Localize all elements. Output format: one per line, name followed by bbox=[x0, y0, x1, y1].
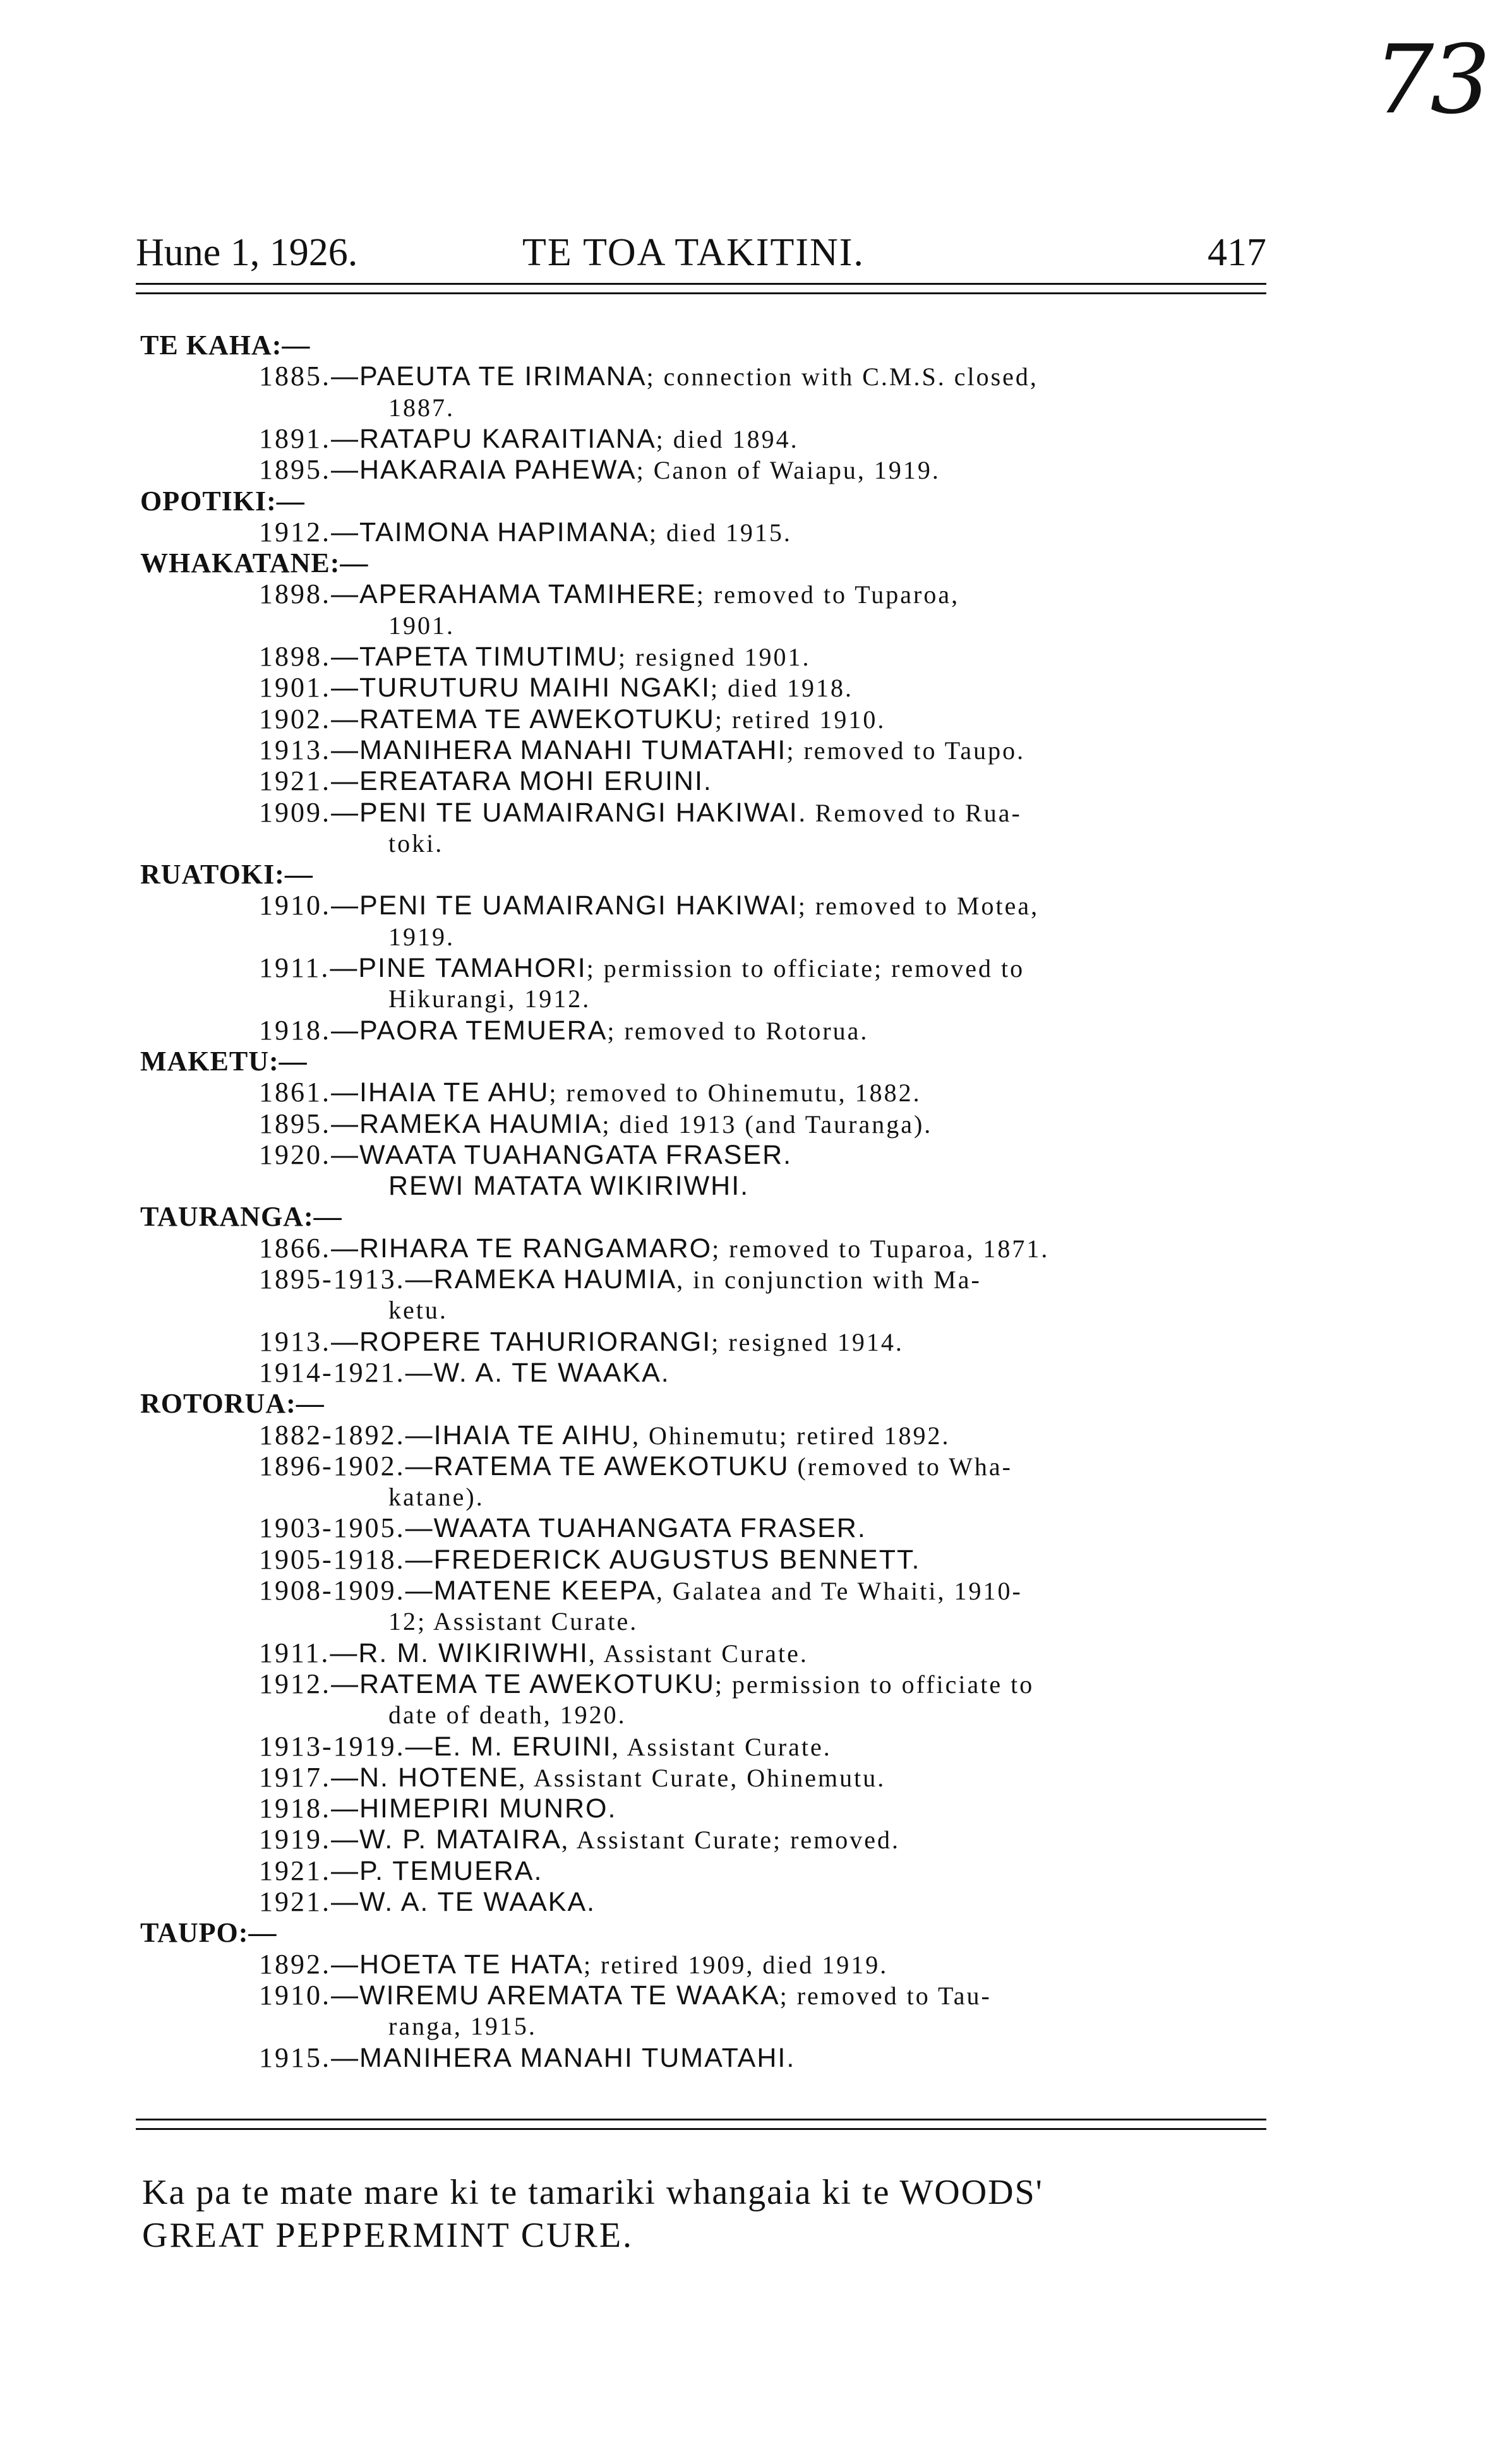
register-entry bbox=[259, 1356, 670, 1388]
entry-name: —EREATARA MOHI ERUINI. bbox=[331, 766, 712, 797]
entry-year: 1861. bbox=[259, 1077, 331, 1108]
entry-name: —RATEMA TE AWEKOTUKU bbox=[405, 1450, 789, 1481]
entry-year: 1903-1905. bbox=[259, 1512, 405, 1544]
entry-continuation: 1901. bbox=[388, 611, 455, 640]
section-heading: WHAKATANE:— bbox=[140, 547, 369, 579]
entry-year: 1885. bbox=[259, 361, 331, 392]
entry-continuation: Hikurangi, 1912. bbox=[388, 984, 591, 1014]
entry-name: —PINE TAMAHORI bbox=[330, 953, 587, 983]
entry-year: 1912. bbox=[259, 1668, 331, 1699]
entry-detail: ; Canon of Waiapu, 1919. bbox=[636, 456, 940, 485]
entry-name: —W. A. TE WAAKA. bbox=[331, 1887, 596, 1917]
entry-detail: ; permission to officiate to bbox=[714, 1670, 1035, 1699]
entry-year: 1919. bbox=[259, 1824, 331, 1855]
entry-detail: (removed to Wha- bbox=[789, 1452, 1012, 1481]
entry-name: —PENI TE UAMAIRANGI HAKIWAI. bbox=[331, 797, 807, 828]
section-heading: ROTORUA:— bbox=[140, 1388, 325, 1420]
entry-name: —RATEMA TE AWEKOTUKU bbox=[331, 703, 715, 734]
issue-date: Hune 1, 1926. bbox=[136, 231, 358, 274]
entry-detail: ; retired 1909, died 1919. bbox=[583, 1950, 889, 1979]
entry-year: 1902. bbox=[259, 703, 331, 734]
entry-year: 1911. bbox=[259, 952, 330, 983]
entry-detail: ; retired 1910. bbox=[714, 705, 886, 734]
entry-detail: , Galatea and Te Whaiti, 1910- bbox=[656, 1577, 1023, 1605]
entry-name: —FREDERICK AUGUSTUS BENNETT. bbox=[405, 1544, 921, 1575]
entry-detail: , Assistant Curate; removed. bbox=[561, 1826, 901, 1855]
entry-detail: ; died 1915. bbox=[649, 518, 792, 547]
register-entry bbox=[259, 1670, 1034, 1699]
entry-name: —IHAIA TE AHU bbox=[331, 1077, 549, 1108]
entry-detail: ; resigned 1914. bbox=[711, 1327, 904, 1356]
advert-line-1: Ka pa te mate mare ki te tamariki whangaia ki te WOODS' bbox=[142, 2173, 1043, 2212]
entry-name: —RAMEKA HAUMIA bbox=[405, 1264, 677, 1295]
section-heading: RUATOKI:— bbox=[140, 859, 313, 890]
entry-name: —IHAIA TE AIHU bbox=[405, 1420, 633, 1450]
entry-continuation: 12; Assistant Curate. bbox=[388, 1607, 639, 1636]
entry-name: —WIREMU AREMATA TE WAAKA bbox=[331, 1980, 780, 2011]
entry-continuation: ketu. bbox=[388, 1296, 448, 1325]
entry-year: 1895. bbox=[259, 454, 331, 486]
entry-year: 1905-1918. bbox=[259, 1543, 405, 1575]
entry-name: —MANIHERA MANAHI TUMATAHI bbox=[331, 734, 787, 765]
entry-detail: , Assistant Curate. bbox=[588, 1639, 808, 1668]
register-entry bbox=[259, 767, 712, 795]
register-entry bbox=[259, 1639, 808, 1668]
entry-detail: ; removed to Tuparoa, 1871. bbox=[712, 1234, 1050, 1263]
entry-year: 1914-1921. bbox=[259, 1356, 405, 1388]
entry-name: —PAORA TEMUERA bbox=[331, 1015, 608, 1046]
entry-detail: , Assistant Curate, Ohinemutu. bbox=[519, 1763, 886, 1792]
register-entry bbox=[259, 1514, 867, 1542]
entry-year: 1913. bbox=[259, 734, 331, 765]
register-entry bbox=[259, 1979, 992, 2011]
register-entry bbox=[259, 1948, 889, 1980]
entry-continuation: date of death, 1920. bbox=[388, 1701, 627, 1730]
register-entry bbox=[259, 1826, 900, 1854]
register-entry bbox=[259, 796, 1022, 828]
entry-detail: ; permission to officiate; removed to bbox=[586, 954, 1025, 983]
register-entry bbox=[259, 892, 1039, 920]
handwritten-page-mark: 73 bbox=[1374, 25, 1487, 135]
register-entry bbox=[259, 1452, 1012, 1481]
register-entry bbox=[259, 1265, 981, 1294]
entry-detail: ; died 1913 (and Tauranga). bbox=[602, 1109, 933, 1139]
entry-year: 1898. bbox=[259, 578, 331, 610]
entry-year: 1910. bbox=[259, 890, 331, 921]
entry-year: 1920. bbox=[259, 1139, 331, 1170]
entry-year: 1913-1919. bbox=[259, 1730, 405, 1762]
entry-name: —R. M. WIKIRIWHI bbox=[330, 1637, 589, 1668]
register-entry bbox=[259, 422, 799, 454]
entry-detail: ; connection with C.M.S. closed, bbox=[646, 362, 1038, 392]
entry-year: 1913. bbox=[259, 1325, 331, 1357]
entry-year: 1918. bbox=[259, 1014, 331, 1046]
entry-detail: ; removed to Taupo. bbox=[786, 736, 1026, 765]
register-entry bbox=[259, 580, 959, 609]
entry-name: —HIMEPIRI MUNRO. bbox=[331, 1793, 617, 1824]
section-heading: OPOTIKI:— bbox=[140, 485, 305, 517]
entry-name: —TAPETA TIMUTIMU bbox=[331, 642, 618, 672]
entry-name: —W. P. MATAIRA bbox=[331, 1824, 561, 1855]
entry-name: —WAATA TUAHANGATA FRASER. bbox=[331, 1139, 793, 1170]
entry-continuation: toki. bbox=[388, 828, 444, 858]
entry-year: 1921. bbox=[259, 765, 331, 797]
entry-year: 1898. bbox=[259, 641, 331, 672]
entry-name: —ROPERE TAHURIORANGI bbox=[331, 1326, 712, 1357]
entry-name: —RATEMA TE AWEKOTUKU bbox=[331, 1668, 715, 1699]
register-entry bbox=[259, 1857, 543, 1885]
entry-continuation-name: REWI MATATA WIKIRIWHI. bbox=[388, 1171, 750, 1202]
register-entry bbox=[259, 1014, 869, 1046]
entry-year: 1915. bbox=[259, 2042, 331, 2073]
entry-year: 1866. bbox=[259, 1232, 331, 1264]
register-entry bbox=[259, 1888, 596, 1916]
entry-name: —RIHARA TE RANGAMARO bbox=[331, 1233, 712, 1264]
entry-detail: ; removed to Motea, bbox=[798, 892, 1040, 921]
entry-year: 1911. bbox=[259, 1637, 330, 1668]
entry-detail: , in conjunction with Ma- bbox=[676, 1265, 981, 1294]
register-entry bbox=[259, 1232, 1050, 1264]
register-entry bbox=[259, 736, 1025, 765]
footer-rule bbox=[136, 2119, 1266, 2130]
register-entry bbox=[259, 705, 885, 734]
register-entry bbox=[259, 2044, 795, 2072]
entry-name: —E. M. ERUINI bbox=[405, 1731, 612, 1762]
entry-name: —P. TEMUERA. bbox=[331, 1855, 543, 1886]
register-entry bbox=[259, 1325, 904, 1357]
entry-name: —MANIHERA MANAHI TUMATAHI. bbox=[331, 2042, 796, 2073]
entry-continuation: 1919. bbox=[388, 922, 455, 951]
entry-year: 1918. bbox=[259, 1793, 331, 1824]
register-entry bbox=[259, 362, 1038, 391]
entry-continuation: katane). bbox=[388, 1483, 484, 1512]
entry-name: —PENI TE UAMAIRANGI HAKIWAI bbox=[331, 890, 798, 921]
entry-year: 1901. bbox=[259, 672, 331, 703]
register-entry bbox=[259, 674, 853, 702]
entry-year: 1921. bbox=[259, 1886, 331, 1917]
entry-name: —MATENE KEEPA bbox=[405, 1576, 656, 1606]
entry-detail: ; removed to Tuparoa, bbox=[696, 580, 960, 609]
register-entry bbox=[259, 1730, 832, 1762]
entry-detail: Removed to Rua- bbox=[807, 798, 1022, 827]
entry-year: 1895. bbox=[259, 1108, 331, 1139]
entry-continuation: ranga, 1915. bbox=[388, 2012, 537, 2041]
entry-name: —HAKARAIA PAHEWA bbox=[331, 455, 637, 486]
publication-title: TE TOA TAKITINI. bbox=[522, 231, 865, 274]
register-entry bbox=[259, 1543, 921, 1575]
register-entry bbox=[259, 1110, 932, 1139]
entry-name: —W. A. TE WAAKA. bbox=[405, 1357, 670, 1388]
register-entry bbox=[259, 643, 810, 671]
entry-detail: ; resigned 1901. bbox=[618, 643, 811, 671]
register-entry bbox=[259, 1795, 616, 1822]
register-entry bbox=[259, 1577, 1023, 1605]
entry-year: 1895-1913. bbox=[259, 1264, 405, 1295]
section-heading: TE KAHA:— bbox=[140, 330, 311, 361]
entry-year: 1882-1892. bbox=[259, 1419, 405, 1450]
entry-detail: , Assistant Curate. bbox=[611, 1732, 832, 1761]
entry-detail: ; removed to Tau- bbox=[779, 1981, 992, 2010]
entry-detail: ; died 1894. bbox=[656, 424, 799, 453]
entry-name: —WAATA TUAHANGATA FRASER. bbox=[405, 1513, 867, 1544]
section-heading: TAUPO:— bbox=[140, 1917, 277, 1949]
entry-year: 1892. bbox=[259, 1948, 331, 1980]
entry-name: —RAMEKA HAUMIA bbox=[331, 1108, 603, 1139]
entry-year: 1909. bbox=[259, 796, 331, 828]
register-entry bbox=[259, 518, 792, 547]
page-number: 417 bbox=[1208, 231, 1266, 274]
register-entry bbox=[259, 954, 1024, 983]
register-entry bbox=[259, 1421, 951, 1450]
entry-detail: ; died 1918. bbox=[711, 674, 853, 703]
entry-year: 1896-1902. bbox=[259, 1450, 405, 1481]
entry-name: —HOETA TE HATA bbox=[331, 1949, 584, 1980]
entry-year: 1908-1909. bbox=[259, 1575, 405, 1606]
entry-year: 1912. bbox=[259, 516, 331, 547]
entry-year: 1917. bbox=[259, 1761, 331, 1793]
section-heading: MAKETU:— bbox=[140, 1045, 308, 1077]
advert-line-2: GREAT PEPPERMINT CURE. bbox=[142, 2216, 634, 2255]
register-entry bbox=[259, 1761, 886, 1793]
entry-name: —TURUTURU MAIHI NGAKI bbox=[331, 673, 711, 703]
register-entry bbox=[259, 456, 940, 484]
entry-year: 1891. bbox=[259, 422, 331, 454]
entry-name: —PAEUTA TE IRIMANA bbox=[331, 361, 647, 392]
entry-detail: , Ohinemutu; retired 1892. bbox=[632, 1421, 951, 1450]
entry-name: —APERAHAMA TAMIHERE bbox=[331, 579, 697, 610]
register-entry bbox=[259, 1079, 921, 1107]
entry-year: 1921. bbox=[259, 1855, 331, 1886]
entry-continuation: 1887. bbox=[388, 393, 455, 422]
entry-name: —RATAPU KARAITIANA bbox=[331, 423, 656, 454]
entry-year: 1910. bbox=[259, 1979, 331, 2011]
entry-name: —N. HOTENE bbox=[331, 1762, 519, 1793]
entry-detail: ; removed to Ohinemutu, 1882. bbox=[549, 1079, 921, 1108]
entry-name: —TAIMONA HAPIMANA bbox=[331, 517, 649, 547]
register-entry bbox=[259, 1141, 792, 1169]
entry-detail: ; removed to Rotorua. bbox=[607, 1016, 869, 1045]
section-heading: TAURANGA:— bbox=[140, 1201, 342, 1233]
